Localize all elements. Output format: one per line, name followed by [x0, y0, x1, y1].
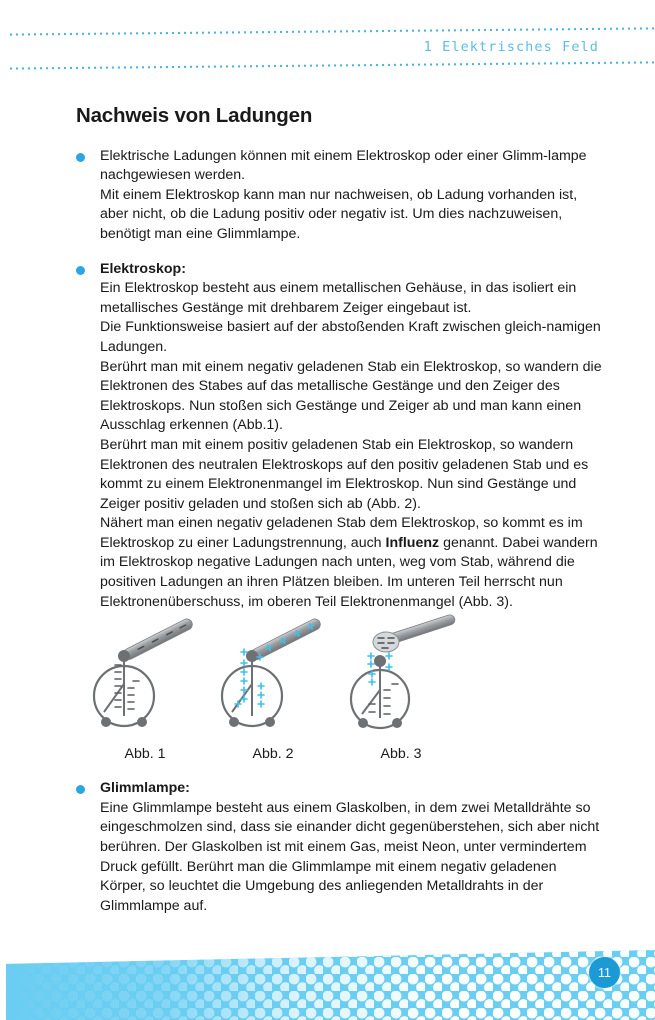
- electroscope-foot-2: [229, 717, 239, 727]
- paragraph: Mit einem Elektroskop kann man nur nachweisen, ob Ladung vorhanden ist, aber nicht, ob die Ladung positiv oder negativ ist. Um dies nachzuweisen, benötigt man eine Glimmlampe.: [100, 186, 578, 242]
- negative-charges-1: [115, 665, 139, 709]
- figure-abb-3: [336, 612, 466, 762]
- electroscope-pointer-2: [232, 684, 252, 712]
- header-dotted-rule-top: [0, 27, 655, 37]
- paragraph: Ein Elektroskop besteht aus einem metallischen Gehäuse, in das isoliert ein metallisches Gestänge mit drehbarem Zeiger eingebaut ist.: [100, 280, 577, 316]
- charging-rod-1: [121, 617, 194, 661]
- page-content: [76, 104, 606, 931]
- electroscope-pointer-3: [362, 690, 380, 714]
- footer-band: [0, 940, 655, 1020]
- bullet-icon: [76, 785, 85, 794]
- charged-rod-end-3: [373, 632, 399, 652]
- electroscope-foot-1: [137, 717, 147, 727]
- paragraph-influenz: [100, 514, 606, 612]
- figure-caption: Abb. 1: [124, 746, 166, 762]
- section-elektroskop: [76, 260, 606, 613]
- electroscope-diagram-3: [336, 612, 466, 742]
- halftone-band: [0, 940, 655, 1020]
- influenz-text-after: genannt. Dabei wandern im Elektroskop negative Ladungen nach unten, weg vom Stab, während die positiven Ladungen an ihren Plätzen bleiben. Im unteren Teil herrscht nun Elektronenüberschuss, im oberen Teil Elektronenmangel (Abb. 3).: [100, 534, 598, 610]
- paragraph: Elektrische Ladungen können mit einem Elektroskop oder einer Glimm-lampe nachgewiesen werden.: [100, 147, 587, 184]
- paragraph: Berührt man mit einem negativ geladenen Stab ein Elektroskop, so wandern die Elektronen des Stabes auf das metallische Gestänge und den Zeiger des Elektroskops. Nun stoßen sich Gestänge und Zeiger ab und man kann einen Ausschlag erkennen (Abb.1).: [100, 358, 602, 434]
- page-number: 11: [589, 957, 620, 988]
- header-dotted-rule-bottom: [0, 61, 655, 71]
- page-title: Nachweis von Ladungen: [76, 104, 313, 127]
- electroscope-foot-1: [101, 717, 111, 727]
- figure-caption: Abb. 3: [380, 746, 422, 762]
- page-header: [0, 22, 655, 78]
- electroscope-foot-2: [265, 717, 275, 727]
- paragraph: Berührt man mit einem positiv geladenen Stab ein Elektroskop, so wandern Elektronen des neutralen Elektroskops auf den positiv geladenen Stab und es kommt zu einem Elektronenmangel im Elektroskop. Nun sind Gestänge und Zeiger positiv geladen und stoßen sich ab (Abb. 2).: [100, 436, 589, 512]
- influenz-term: Influenz: [385, 534, 440, 551]
- influenz-text-before: Nähert man einen negativ geladenen Stab dem Elektroskop, so kommt es im Elektroskop zu einer Ladungstrennung, auch: [100, 515, 583, 551]
- chapter-label: 1 Elektrisches Feld: [423, 39, 599, 55]
- left-margin-strip: [0, 0, 6, 1020]
- figure-caption: Abb. 2: [252, 746, 294, 762]
- section-lead-label: Glimmlampe:: [100, 780, 190, 797]
- bullet-icon: [76, 153, 85, 162]
- section-glimmlampe: [76, 779, 606, 916]
- figure-abb-2: [208, 612, 338, 762]
- electroscope-foot-3: [392, 718, 402, 728]
- figure-abb-1: [80, 612, 210, 762]
- section-lead-label: Elektroskop:: [100, 260, 186, 277]
- paragraph: Die Funktionsweise basiert auf der abstoßenden Kraft zwischen gleich-namigen Ladungen.: [100, 319, 601, 355]
- bullet-icon: [76, 266, 85, 275]
- electroscope-diagram-1: [80, 612, 210, 742]
- electroscope-foot-3: [358, 718, 368, 728]
- paragraph: Eine Glimmlampe besteht aus einem Glaskolben, in dem zwei Metalldrähte so eingeschmolzen sind, dass sie einander dicht gegenüberstehen, sich aber nicht berühren. Der Glaskolben ist mit einem Gas, meist Neon, unter vermindertem Druck gefüllt. Berührt man die Glimmlampe mit einem negativ geladenen Körper, so leuchtet die Umgebung des anliegenden Metalldrahts in der Glimmlampe auf.: [100, 799, 600, 914]
- figure-group: [80, 612, 500, 762]
- section-intro: [76, 147, 606, 245]
- electroscope-diagram-2: [208, 612, 338, 742]
